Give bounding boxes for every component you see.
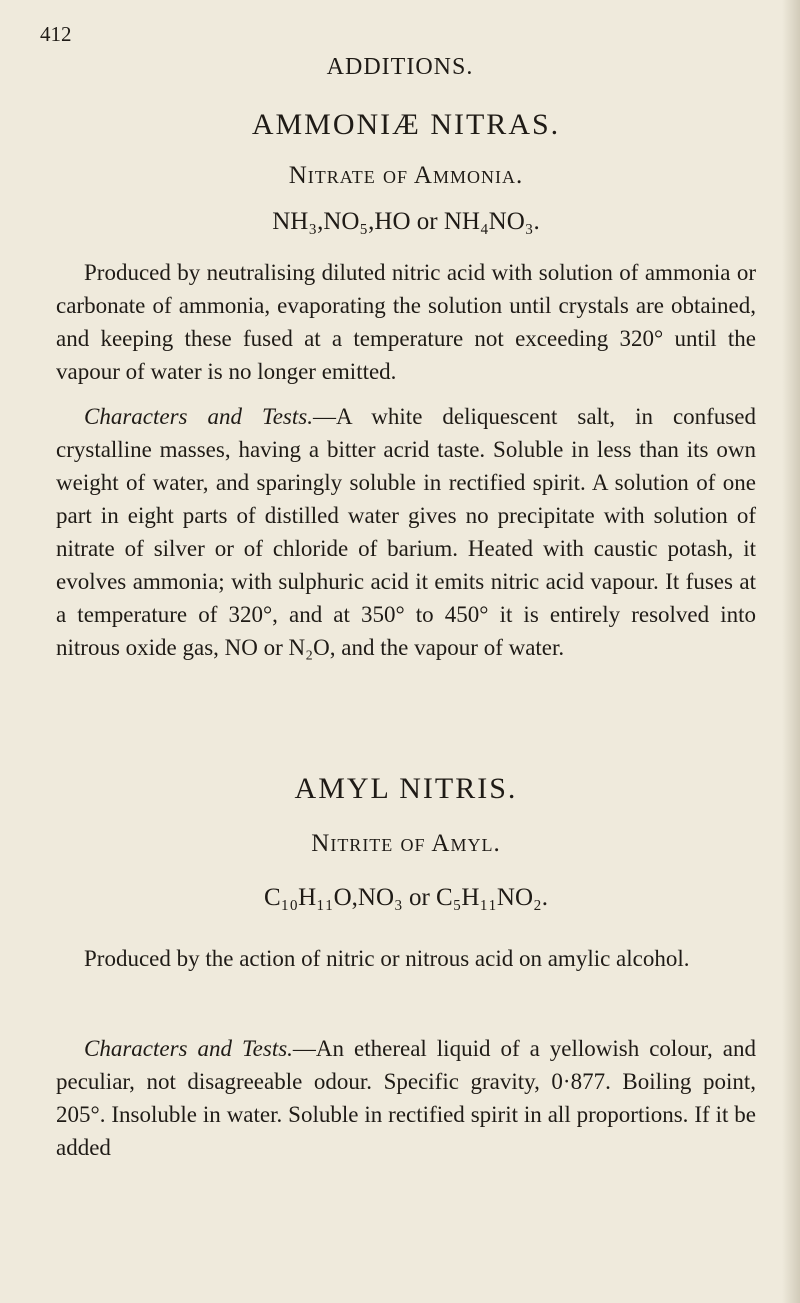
paragraph: Produced by neutralising diluted nitric acid with solution of ammonia or carbonate of ammonia, evaporating the solution until crystals are obtained, and keeping these fused at a temperature not exceeding 320° until the vapour of water is no longer emitted. [56,260,756,384]
paragraph [56,1032,756,1164]
section-subtitle: Nitrate of Ammonia. [288,162,524,189]
paragraph-text: —A white deliquescent salt, in confused crystalline masses, having a bitter acrid taste. Soluble in less than its own weight of water, and sparingly soluble in rectified spirit. A solution of one part in eight parts of distilled water gives no precipitate with solution of nitrate of silver or of chloride of barium. Heated with caustic potash, it evolves ammonia; with sulphuric acid it emits nitric acid vapour. It fuses at a temperature of 320°, and at 350° to 450° it is entirely resolved into nitrous oxide gas, NO or N₂O, and the vapour of water. [56,404,756,660]
section-subtitle: Nitrite of Amyl. [311,830,501,857]
section-formula: NH₃,NO₅,HO or NH₄NO₃. [272,208,540,235]
paragraph: Produced by the action of nitric or nitrous acid on amylic alcohol. [84,946,690,971]
characters-tests-label: Characters and Tests. [84,1036,293,1061]
section-formula: C₁₀H₁₁O,NO₃ or C₅H₁₁NO₂. [264,884,548,911]
page-number: 412 [40,22,72,46]
paragraph [56,400,756,664]
page-edge-shadow [782,0,800,1303]
paragraph-text: —An ethereal liquid of a yellowish colour, and peculiar, not disagreeable odour. Specific gravity, 0·877. Boiling point, 205°. Insoluble in water. Soluble in rectified spirit in all proportions. If it be added [56,1036,757,1160]
section-title: AMYL NITRIS. [294,772,518,805]
section-title: AMMONIÆ NITRAS. [251,108,561,141]
running-head: ADDITIONS. [326,54,474,80]
characters-tests-label: Characters and Tests. [84,404,313,429]
